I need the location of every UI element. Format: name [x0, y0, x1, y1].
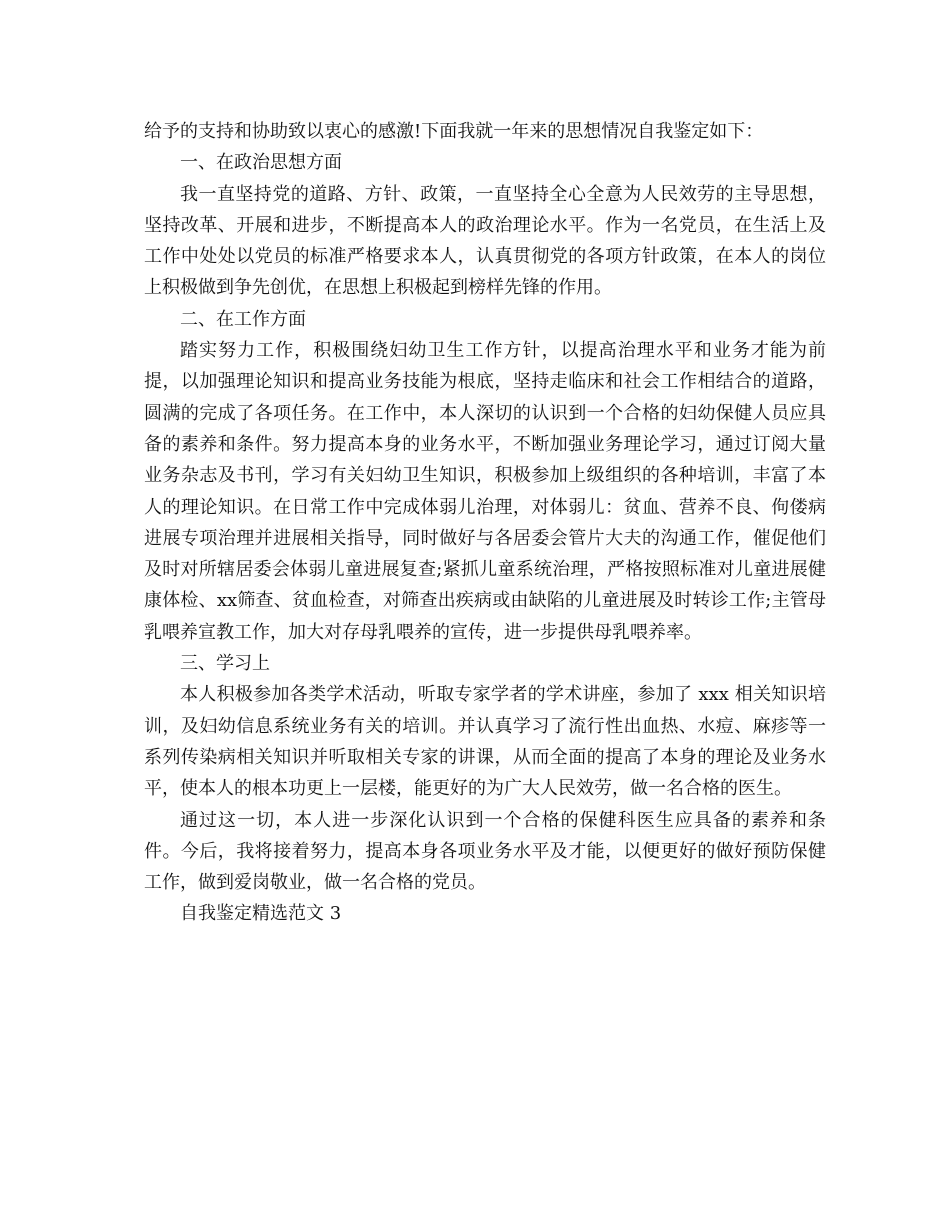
conclusion-paragraph: 通过这一切，本人进一步深化认识到一个合格的保健科医生应具备的素养和条件。今后，我将接着努力，提高本身各项业务水平及才能，以便更好的做好预防保健工作，做到爱岗敬业，做一名合格的党员。	[144, 809, 826, 894]
study-paragraph: 本人积极参加各类学术活动，听取专家学者的学术讲座，参加了 xxx 相关知识培训，及妇幼信息系统业务有关的培训。并认真学习了流行性出血热、水痘、麻疹等一系列传染病相关知识并听取相关专家的讲课，从而全面的提高了本身的理论及业务水平，使本人的根本功更上一层楼，能更好的为广大人民效劳，做一名合格的医生。	[144, 684, 826, 800]
intro-paragraph: 给予的支持和协助致以衷心的感激!下面我就一年来的思想情况自我鉴定如下：	[144, 121, 764, 142]
section-heading-political: 一、在政治思想方面	[180, 152, 342, 174]
section-heading-work: 二、在工作方面	[180, 308, 306, 330]
work-paragraph: 踏实努力工作，积极围绕妇幼卫生工作方针，以提高治理水平和业务才能为前提，以加强理论知识和提高业务技能为根底，坚持走临床和社会工作相结合的道路，圆满的完成了各项任务。在工作中，本人深切的认识到一个合格的妇幼保健人员应具备的素养和条件。努力提高本身的业务水平，不断加强业务理论学习，通过订阅大量业务杂志及书刊，学习有关妇幼卫生知识，积极参加上级组织的各种培训，丰富了本人的理论知识。在日常工作中完成体弱儿治理，对体弱儿：贫血、营养不良、佝偻病进展专项治理并进展相关指导，同时做好与各居委会管片大夫的沟通工作，催促他们及时对所辖居委会体弱儿童进展复查;紧抓儿童系统治理，严格按照标准对儿童进展健康体检、xx筛查、贫血检查，对筛查出疾病或由缺陷的儿童进展及时转诊工作;主管母乳喂养宣教工作，加大对存母乳喂养的宣传，进一步提供母乳喂养率。	[144, 340, 826, 643]
next-sample-title: 自我鉴定精选范文 3	[180, 903, 342, 925]
political-paragraph: 我一直坚持党的道路、方针、政策，一直坚持全心全意为人民效劳的主导思想，坚持改革、开展和进步，不断提高本人的政治理论水平。作为一名党员，在生活上及工作中处处以党员的标准严格要求本人，认真贯彻党的各项方针政策，在本人的岗位上积极做到争先创优，在思想上积极起到榜样先锋的作用。	[144, 183, 826, 299]
section-heading-study: 三、学习上	[180, 653, 270, 675]
document-body	[144, 116, 826, 930]
